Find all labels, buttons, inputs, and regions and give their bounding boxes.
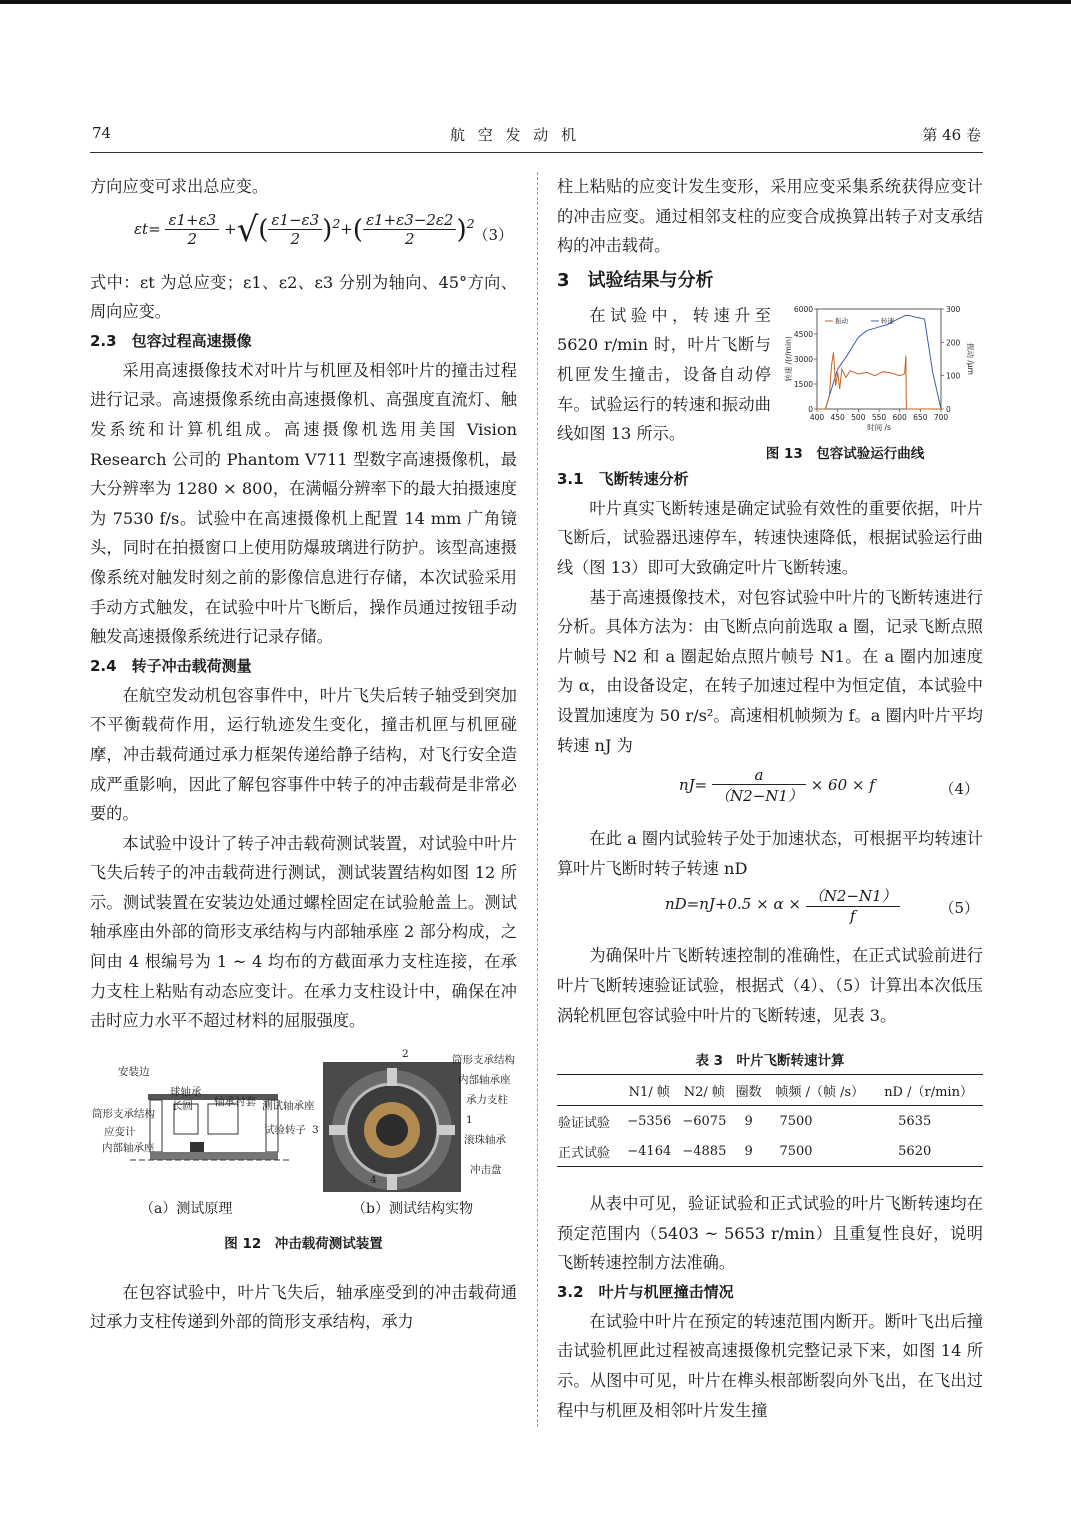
y2-tick-label: 200 (946, 338, 961, 348)
paragraph: 在航空发动机包容事件中，叶片飞失后转子轴受到突加不平衡载荷作用，运行轨迹发生变化，撞击机匣与机匣碰摩，冲击载荷通过承力框架传递给静子结构，对飞行安全造成严重影响，因此了解包容事件中转子的冲击载荷是非常必要的。 (90, 685, 517, 824)
section-heading: 3.2 叶片与机匣撞击情况 (557, 1282, 734, 1301)
photo-label: 内部轴承座 (458, 1073, 511, 1086)
diagram-label: 筒形支承结构 (92, 1107, 155, 1120)
paragraph: 式中：εt 为总应变；ε1、ε2、ε3 分别为轴向、45°方向、周向应变。 (90, 272, 517, 322)
paragraph: 在包容试验中，叶片飞失后，轴承座受到的冲击载荷通过承力支柱传递到外部的筒形支承结构，承力 (90, 1282, 517, 1332)
paragraph: 在试验中叶片在预定的转速范围内断开。断叶飞出后撞击试验机匣此过程被高速摄像机完整记录下来，如图 14 所示。从图中可见，叶片在榫头根部断裂向外飞出，在飞出过程中与机匣及相邻叶片发生撞 (557, 1311, 983, 1420)
equation-5: nD=nJ+0.5 × α × $\frac{(N2-N1)}{f}$ （5） (665, 887, 979, 926)
series-line-speed (817, 315, 941, 409)
table-row: 验证试验 −5356 −6075 9 7500 5635 (558, 1113, 932, 1131)
paragraph: 叶片真实飞断转速是确定试验有效性的重要依据，叶片飞断后，试验器迅速停车，转速快速降低，根据试验运行曲线（图 13）即可大致确定叶片飞断转速。 (557, 498, 983, 577)
paragraph: 在试验中，转速升至 5620 r/min 时，叶片飞断与机匣发生撞击，设备自动停车。试验运行的转速和振动曲线如图 13 所示。 (557, 305, 771, 444)
eq-lhs: εt= (134, 219, 161, 238)
diagram-label: 长圆 (172, 1099, 193, 1112)
figure-caption: 图 13 包容试验运行曲线 (765, 445, 925, 462)
y-tick-label: 3000 (793, 354, 813, 364)
paragraph: 从表中可见，验证试验和正式试验的叶片飞断转速均在预定范围内（5403 ~ 5653 r/min）且重复性良好，说明飞断转速控制方法准确。 (557, 1194, 983, 1273)
y2-tick-label: 300 (946, 304, 961, 314)
photo-label: 承力支柱 (466, 1093, 508, 1106)
y-tick-label: 4500 (793, 329, 813, 339)
subcaption-a: （a）测试原理 (140, 1200, 233, 1217)
figure-12 (90, 1047, 517, 1228)
text-with-figure (557, 301, 983, 451)
header-rule (90, 152, 983, 153)
legend-label: 转速 (881, 316, 894, 325)
photo-label: 3 (312, 1123, 319, 1136)
equation-3: εt= $\frac{\varepsilon 1+\varepsilon 3}{2}$ +√( $\frac{\varepsilon 1-\varepsilon 3}{2}$ )$^2$+( $\frac{\varepsilon 1+\varepsilon 3-2\varepsilon 2}{2}$ )$^2$ （3） (134, 209, 513, 250)
table-header: 圈数 (732, 1075, 766, 1106)
x-tick-label: 700 (933, 412, 949, 422)
diagram-label: 内部轴承座 (102, 1141, 155, 1154)
photo-label: 2 (402, 1047, 409, 1060)
x-tick-label: 650 (913, 412, 928, 422)
left-column (90, 172, 517, 1337)
paragraph: 采用高速摄像技术对叶片与机匣及相邻叶片的撞击过程进行记录。高速摄像系统由高速摄像机、高强度直流灯、触发系统和计算机组成。高速摄像机选用美国 Vision Research 公司的 Phantom V711 型数字高速摄像机，最大分辨率为 1280 × 800，在满幅分辨率下的最大拍摄速度为 7530 f/s。试验中在高速摄像机上配置 14 mm 广角镜头，同时在拍摄窗口上使用防爆玻璃进行防护。该型高速摄像系统对触发时刻之前的影像信息进行存储，本次试验采用手动方式触发，在试验中叶片飞断后，操作员通过按钮手动触发高速摄像系统进行记录存储。 (90, 360, 517, 647)
page-number: 74 (92, 124, 112, 142)
table-header (557, 1075, 622, 1106)
y2-tick-label: 100 (946, 371, 961, 381)
paragraph: 为确保叶片飞断转速控制的准确性，在正式试验前进行叶片飞断转速验证试验，根据式（4）、（5）计算出本次低压涡轮机匣包容试验中叶片的飞断转速，见表 3。 (557, 946, 983, 1025)
photo-label: 滚珠轴承 (464, 1133, 506, 1146)
table-title: 表 3 叶片飞断转速计算 (695, 1053, 845, 1070)
test-structure-photo (323, 1062, 461, 1192)
paragraph: 基于高速摄像技术，对包容试验中叶片的飞断转速进行分析。具体方法为：由飞断点向前选取 a 圈，记录飞断点照片帧号 N2 和 a 圈起始点照片帧号 N1。在 a 圈内加速度为 α，由设备设定，在转子加速过程中为恒定值，本试验中设置加速度为 50 r/s²。高速相机帧频为 f。a 圈内叶片平均转速 nJ 为 (557, 587, 983, 755)
paragraph: 本试验中设计了转子冲击载荷测试装置，对试验中叶片飞失后转子的冲击载荷进行测试，测试装置结构如图 12 所示。测试装置在安装边处通过螺栓固定在试验舱盖上。测试轴承座由外部的筒形支承结构与内部轴承座 2 部分构成，之间由 4 根编号为 1 ~ 4 均布的方截面承力支柱连接，在承力支柱上粘贴有动态应变计。在承力支柱设计中，确保在冲击时应力水平不超过材料的屈服强度。 (90, 833, 517, 1031)
section-heading: 3 试验结果与分析 (557, 269, 714, 291)
table-header: N2/ 帧 (677, 1075, 732, 1106)
section-heading: 3.1 飞断转速分析 (557, 469, 689, 488)
paragraph: 在此 a 圈内试验转子处于加速状态，可根据平均转速计算叶片飞断时转子转速 nD (557, 829, 983, 878)
eq-frac: $\frac{\varepsilon 1+\varepsilon 3}{2}$ (165, 211, 219, 248)
table-3 (557, 1074, 983, 1167)
equation-number: （3） (473, 225, 513, 244)
photo-label: 筒形支承结构 (452, 1053, 515, 1066)
top-bar (0, 0, 1071, 4)
section-heading: 2.4 转子冲击载荷测量 (90, 656, 252, 675)
table-row: 正式试验 −4164 −4885 9 7500 5620 (557, 1136, 983, 1167)
figure-caption: 图 12 冲击载荷测试装置 (224, 1235, 383, 1252)
y-axis-label: 转速 /(r/min) (784, 336, 793, 382)
legend-label: 振动 (835, 316, 848, 325)
eq-frac: $\frac{\varepsilon 1+\varepsilon 3-2\varepsilon 2}{2}$ (363, 211, 456, 248)
y2-axis-label: 振动 /μm (966, 342, 975, 375)
x-tick-label: 450 (830, 412, 845, 422)
y-tick-label: 6000 (793, 304, 813, 314)
x-axis-label: 时间 /s (867, 422, 891, 432)
equation-4: nJ= $\frac{a}{(N2-N1)}$ × 60 × f （4） (679, 766, 979, 806)
y-tick-label: 0 (808, 404, 813, 414)
journal-title: 航 空 发 动 机 (450, 126, 581, 144)
equation-number: （5） (939, 899, 979, 918)
photo-label: 冲击盘 (470, 1163, 502, 1176)
x-tick-label: 400 (809, 412, 825, 422)
series-line-vibration (817, 352, 941, 409)
x-tick-label: 600 (892, 412, 907, 422)
table-header: N1/ 帧 (622, 1075, 677, 1106)
x-tick-label: 500 (851, 412, 866, 422)
paragraph: 方向应变可求出总应变。 (90, 177, 269, 196)
x-tick-label: 550 (871, 412, 887, 422)
table-header: nD /（r/min） (874, 1075, 983, 1106)
diagram-label: 应变计 (104, 1125, 136, 1138)
eq-frac: $\frac{\varepsilon 1-\varepsilon 3}{2}$ (268, 211, 322, 248)
diagram-label: 试验转子 (264, 1123, 306, 1136)
table-header: 帧频 /（帧 /s） (765, 1075, 874, 1106)
right-column (557, 172, 983, 1425)
diagram-label: 测试轴承座 (262, 1099, 315, 1112)
diagram-label: 球轴承 (170, 1085, 202, 1098)
column-separator (537, 172, 538, 1427)
y-tick-label: 1500 (793, 379, 813, 389)
diagram-label: 轴承衬套 (214, 1095, 256, 1108)
equation-number: （4） (939, 780, 979, 799)
y2-tick-label: 0 (946, 404, 951, 414)
photo-label: 1 (466, 1113, 473, 1126)
figure-13-chart (783, 303, 983, 439)
paragraph: 柱上粘贴的应变计发生变形，采用应变采集系统获得应变计的冲击应变。通过相邻支柱的应变合成换算出转子对支承结构的冲击载荷。 (557, 177, 983, 256)
subcaption-b: （b）测试结构实物 (352, 1200, 473, 1217)
photo-label: 4 (370, 1173, 377, 1186)
diagram-label: 安装边 (118, 1065, 150, 1078)
section-heading: 2.3 包容过程高速摄像 (90, 331, 252, 350)
volume-label: 第 46 卷 (922, 126, 981, 144)
